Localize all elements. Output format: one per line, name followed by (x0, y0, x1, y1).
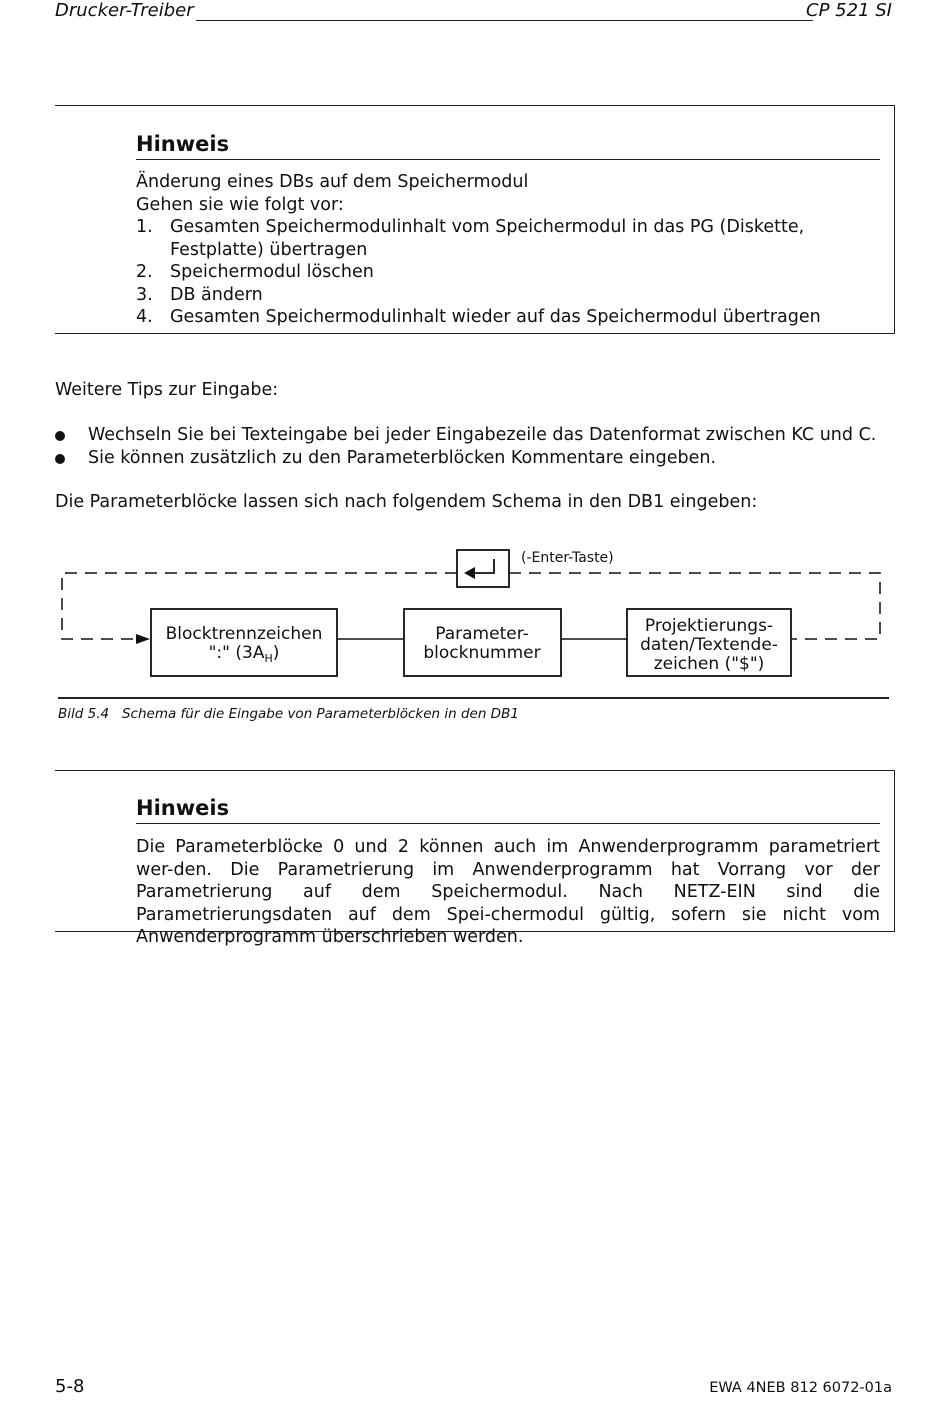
step-list (136, 216, 884, 329)
note-body: Die Parameterblöcke 0 und 2 können auch im Anwenderprogramm parametriert wer-den. Die Parametrierung im Anwenderprogramm hat Vorrang vor der Parametrierung auf dem Speichermodul. Nach NETZ-EIN sind die Parametrierungsdaten auf dem Spei-chermodul gültig, sofern sie nicht vom Anwenderprogramm überschrieben werden. (136, 837, 880, 947)
box-label: Projektierungs- (644, 616, 774, 636)
enter-key-label: (-Enter-Taste) (521, 550, 614, 566)
tip-item (55, 424, 895, 447)
tip-text: Sie können zusätzlich zu den Parameterblöcken Kommentare eingeben. (88, 447, 717, 468)
box-label: daten/Textende- (640, 635, 778, 655)
step-text: Gesamten Speichermodulinhalt vom Speichermodul in das PG (Diskette, Festplatte) übertragen (170, 217, 805, 260)
box-label: zeichen ("$") (653, 654, 765, 674)
step-number: 1. (136, 217, 153, 237)
step-item (136, 306, 884, 329)
step-item (136, 216, 884, 261)
tip-item (55, 447, 895, 470)
box-label: Blocktrennzeichen (165, 624, 323, 644)
note-box-2 (55, 770, 895, 947)
arrow-head-icon (136, 634, 150, 644)
note-line: Änderung eines DBs auf dem Speichermodul (136, 172, 529, 192)
step-item (136, 261, 884, 284)
step-text: Gesamten Speichermodulinhalt wieder auf das Speichermodul übertragen (170, 307, 821, 327)
note-title: Hinweis (136, 131, 880, 160)
document-number: EWA 4NEB 812 6072-01a (709, 1380, 892, 1396)
box-label-main: ":" (3A (208, 643, 265, 663)
note-box-1 (55, 105, 895, 334)
note-title: Hinweis (136, 795, 880, 824)
page-number: 5-8 (55, 1376, 85, 1397)
step-number: 4. (136, 307, 153, 327)
note-line: Gehen sie wie folgt vor: (136, 194, 344, 215)
bullet-icon (55, 454, 65, 464)
header-rule (196, 20, 813, 21)
step-number: 2. (136, 262, 153, 282)
subscript-h: H (264, 652, 273, 665)
running-header-right: CP 521 SI (806, 0, 892, 21)
tips-list (55, 424, 895, 469)
box-label: blocknummer (423, 643, 541, 663)
note-body (136, 171, 884, 329)
input-schema-diagram (0, 540, 950, 690)
figure-rule (58, 697, 889, 699)
running-header-left: Drucker-Treiber (55, 0, 194, 21)
bullet-icon (55, 431, 65, 441)
tip-text: Wechseln Sie bei Texteingabe bei jeder Eingabezeile das Datenformat zwischen KC und C. (88, 425, 877, 445)
box-label-end: ) (272, 643, 280, 663)
figure-caption: Bild 5.4 Schema für die Eingabe von Parameterblöcken in den DB1 (58, 706, 519, 722)
enter-key-icon (457, 550, 509, 587)
step-text: Speichermodul löschen (170, 262, 374, 282)
schema-intro: Die Parameterblöcke lassen sich nach folgendem Schema in den DB1 eingeben: (55, 492, 758, 512)
step-text: DB ändern (170, 284, 263, 305)
box-label: Parameter- (435, 624, 529, 644)
step-number: 3. (136, 284, 153, 305)
step-item (136, 284, 884, 307)
tips-intro: Weitere Tips zur Eingabe: (55, 380, 279, 400)
